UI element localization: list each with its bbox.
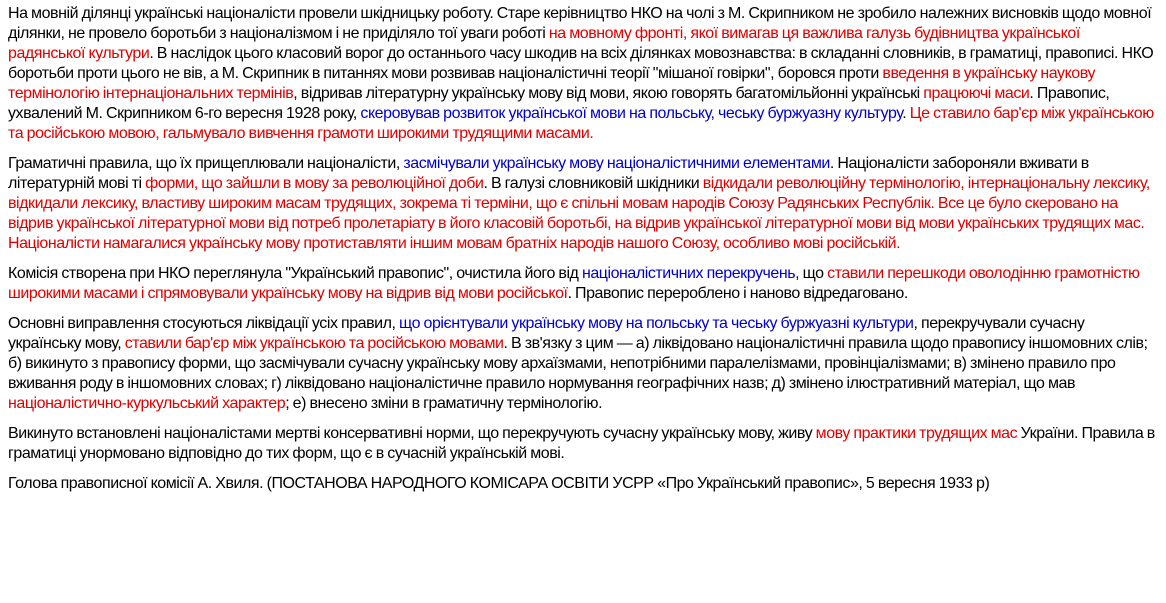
text-segment: . Правопис, ухвалений М. Скрипником 6-го вересня 1928 року, — [8, 85, 1110, 122]
highlight-red: ставили перешкоди оволодінню грамотністю широкими масами і спрямовували українську мову на відрив від мови російської — [8, 265, 1140, 302]
text-segment: . Правопис перероблено і наново відредаговано. — [567, 285, 908, 302]
highlight-blue: засмічували українську мову націоналістичними елементами — [403, 155, 830, 172]
text-segment: Граматичні правила, що їх прищеплювали націоналісти, — [8, 155, 404, 172]
paragraph-6-signature — [8, 474, 1158, 494]
highlight-red: введення в українську наукову термінологію інтернаціональних термінів — [8, 65, 1095, 102]
text-segment: Основні виправлення стосуються ліквідації усіх правил, — [8, 315, 400, 332]
highlight-blue: скеровував розвиток української мови на польську, чеську буржуазну культуру — [360, 105, 903, 122]
text-segment: , що — [795, 265, 828, 282]
paragraph-1 — [8, 4, 1158, 144]
highlight-red: Це ставило бар'єр між українською та російською мовою, гальмувало вивчення грамоти широкими трудящими масами. — [8, 105, 1154, 142]
paragraph-4 — [8, 314, 1158, 414]
text-segment: Голова правописної комісії А. Хвиля. (ПОСТАНОВА НАРОДНОГО КОМІСАРА ОСВІТИ УСРР «Про Український правопис», 5 вересня 1933 р) — [8, 475, 990, 492]
paragraph-2 — [8, 154, 1158, 254]
text-segment: На мовній ділянці українські націоналісти провели шкідницьку роботу. Старе керівництво НКО на чолі з М. Скрипником не зробило належних висновків щодо мовної ділянки, не провело боротьби з націоналізмом і не приділяло тої уваги роботі — [8, 5, 1152, 42]
text-segment: України. Правила в граматиці унормовано відповідно до тих форм, що є в сучасній українській мові. — [8, 425, 1155, 462]
text-segment: . Націоналісти забороняли вживати в літературній мові ті — [8, 155, 1089, 192]
text-segment: . В наслідок цього класовий ворог до останнього часу шкодив на всіх ділянках мовознавства: в складанні словників, в граматиці, правописі. НКО боротьби проти цього не вів, а М. Скрипник в питаннях мови розвивав націоналістичні теорії "мішаної говірки", боровся проти — [8, 45, 1154, 82]
text-segment: Комісія створена при НКО переглянула "Український правопис", очистила його від — [8, 265, 582, 282]
highlight-red: форми, що зайшли в мову за революційної доби — [145, 175, 484, 192]
text-segment: Викинуто встановлені націоналістами мертві консервативні норми, що перекручують сучасну українську мову, живу — [8, 425, 816, 442]
highlight-red: мову практики трудящих мас — [815, 425, 1018, 442]
paragraph-5 — [8, 424, 1158, 464]
highlight-red: націоналістично-куркульський характер — [8, 395, 286, 412]
highlight-red: працюючі маси — [923, 85, 1030, 102]
highlight-red: ставили бар'єр між українською та російською мовами — [124, 335, 504, 352]
text-segment: ; е) внесено зміни в граматичну термінологію. — [285, 395, 603, 412]
paragraph-3 — [8, 264, 1158, 304]
text-segment: . — [902, 105, 910, 122]
highlight-blue: що орієнтували українську мову на польську та чеську буржуазні культури — [399, 315, 914, 332]
text-segment: . В зв'язку з цим — а) ліквідовано націоналістичні правила щодо правопису іншомовних слів; б) викинуто з правопису форми, що засмічували сучасну українську мову архаїзмами, непотрібними паралелізмами, провінціалізмами; в) змінено правило про вживання роду в іншомовних словах; г) ліквідовано націоналістичне правило нормування географічних назв; д) змінено ілюстративний матеріал, що мав — [8, 335, 1148, 392]
text-segment: , перекручували сучасну українську мову, — [8, 315, 1085, 352]
highlight-red: на мовному фронті, якої вимагав ця важлива галузь будівництва української радянської культури — [8, 25, 1080, 62]
highlight-red: відкидали революційну термінологію, інтернаціональну лексику, відкидали лексику, властиву широким масам трудящих, зокрема ті терміни, що є спільні мовам народів Союзу Радянських Республік. Все це було скеровано на відрив української літературної мови від потреб пролетаріату в його класовій боротьбі, на відрив української літературної мови від мови українських трудящих мас. Націоналісти намагалися українську мову протиставляти іншим мовам братніх народів нашого Союзу, особливо мові російській. — [8, 175, 1150, 252]
text-segment: . В галузі словниковій шкідники — [483, 175, 703, 192]
text-segment: , відривав літературну українську мову від мови, якою говорять багатомільйонні українські — [293, 85, 924, 102]
highlight-blue: націоналістичних перекручень — [581, 265, 796, 282]
